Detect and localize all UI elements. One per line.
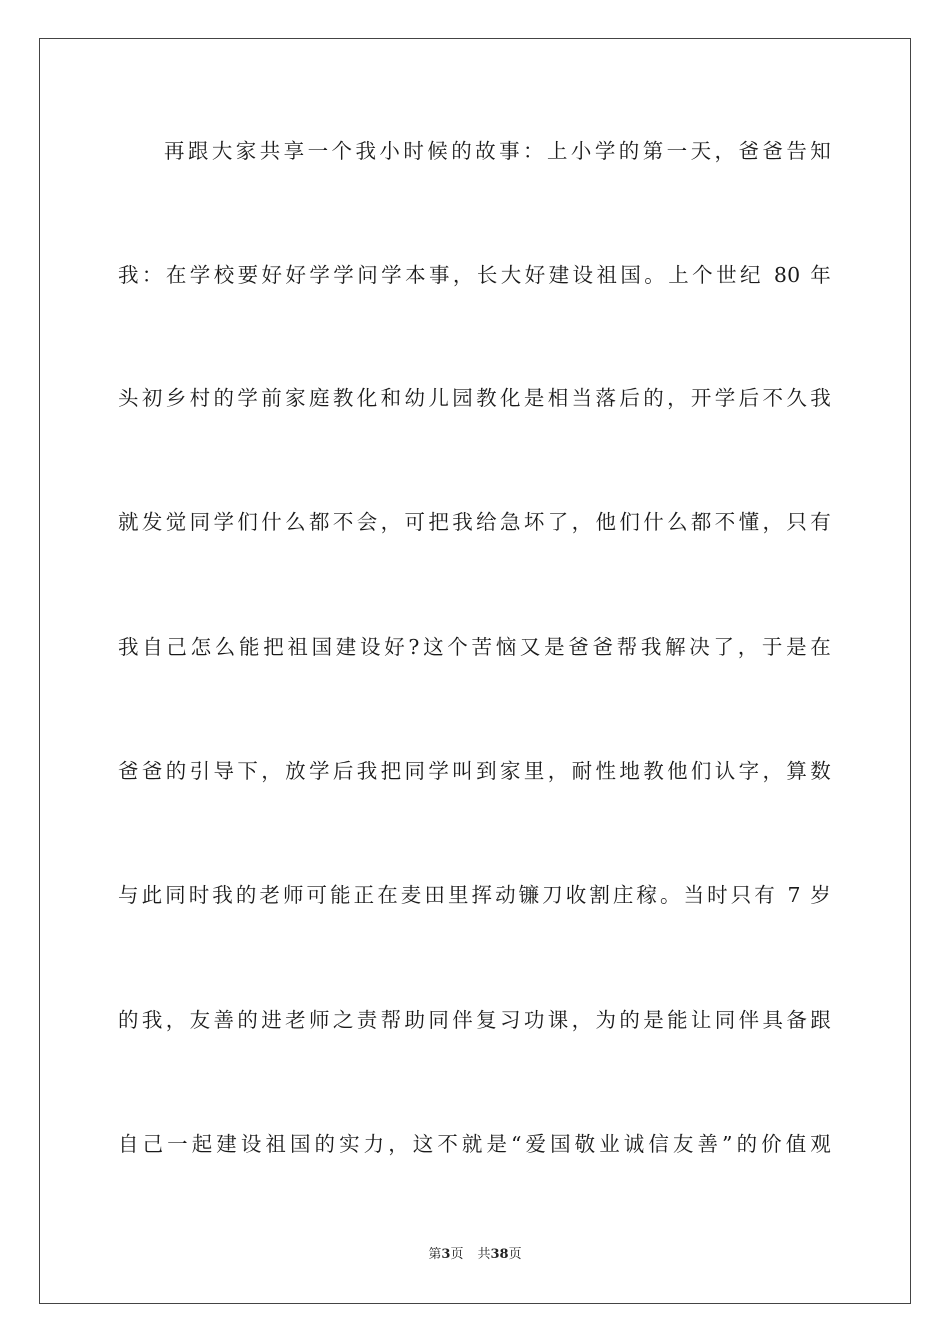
total-prefix: 共 xyxy=(477,1247,491,1262)
paragraph-line-2: 我：在学校要好好学学问学本事，长大好建设祖国。上个世纪 80 年 xyxy=(118,263,831,287)
page-border xyxy=(39,38,911,1304)
paragraph-line-5: 我自己怎么能把祖国建设好?这个苦恼又是爸爸帮我解决了，于是在 xyxy=(118,635,831,659)
paragraph-line-9: 自己一起建设祖国的实力，这不就是“爱国敬业诚信友善”的价值观 xyxy=(118,1132,831,1156)
page-indicator xyxy=(428,1247,463,1262)
paragraph-line-1: 再跟大家共享一个我小时候的故事：上小学的第一天，爸爸告知 xyxy=(164,139,831,163)
paragraph-line-3: 头初乡村的学前家庭教化和幼儿园教化是相当落后的，开学后不久我 xyxy=(118,386,831,410)
paragraph-line-6: 爸爸的引导下，放学后我把同学叫到家里，耐性地教他们认字，算数 xyxy=(118,759,831,783)
current-page-number: 3 xyxy=(441,1247,451,1262)
page-prefix: 第 xyxy=(428,1247,442,1262)
total-pages-indicator xyxy=(477,1247,521,1262)
total-suffix: 页 xyxy=(508,1247,522,1262)
page-suffix: 页 xyxy=(450,1247,464,1262)
page-footer xyxy=(0,1246,950,1264)
paragraph-line-4: 就发觉同学们什么都不会，可把我给急坏了，他们什么都不懂，只有 xyxy=(118,510,831,534)
total-pages-number: 38 xyxy=(490,1247,509,1262)
paragraph-line-8: 的我，友善的进老师之责帮助同伴复习功课，为的是能让同伴具备跟 xyxy=(118,1008,831,1032)
paragraph-line-7: 与此同时我的老师可能正在麦田里挥动镰刀收割庄稼。当时只有 7 岁 xyxy=(118,883,831,907)
